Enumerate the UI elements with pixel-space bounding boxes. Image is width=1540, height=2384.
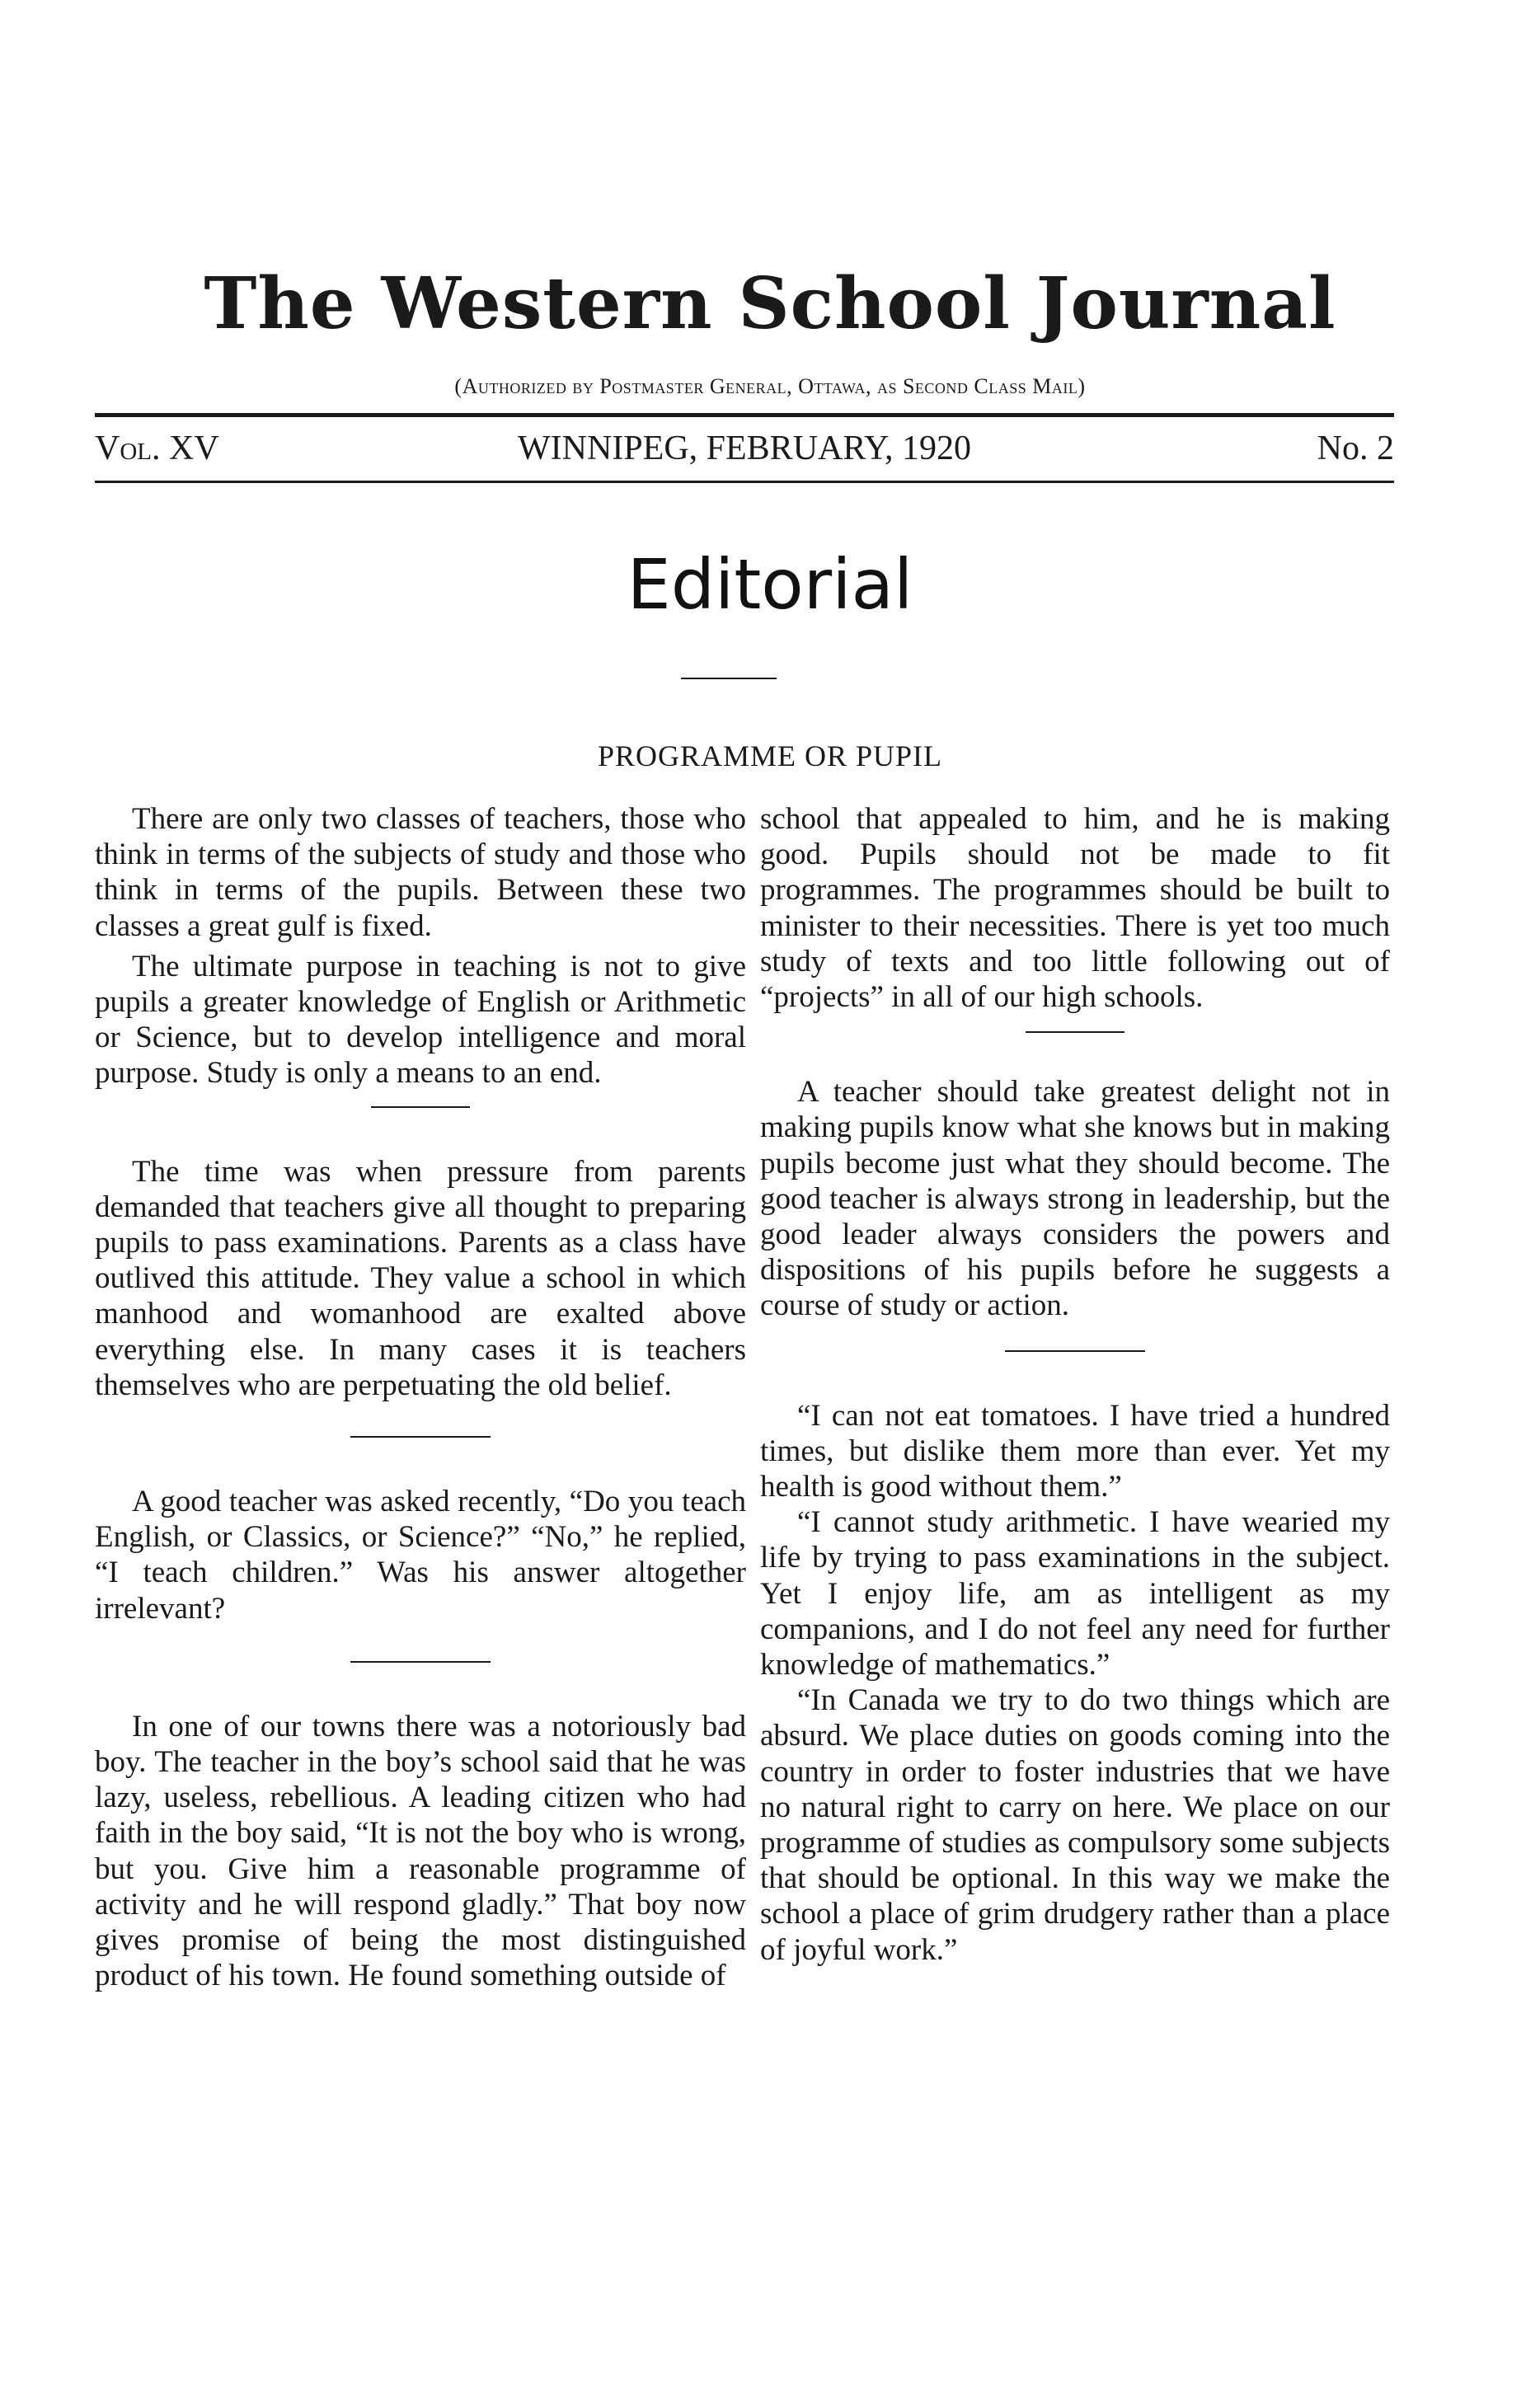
column-divider [1005,1350,1145,1352]
column-divider [350,1661,491,1663]
right-column [760,801,1390,1968]
right-paragraph-3: “I can not eat tomatoes. I have tried a hundred times, but dislike them more than ever. Yet my health is good without them.” [760,1398,1390,1504]
column-divider [1026,1031,1124,1033]
column-divider [371,1106,470,1108]
article-title: PROGRAMME OR PUPIL [597,739,943,772]
left-column [95,801,746,1993]
right-paragraph-2: A teacher should take greatest delight not in making pupils know what she knows but in making pupils become just what they should become. The good teacher is always strong in leadership, but the good leader always considers the powers and dispositions of his pupils before he suggests a course of study or action. [760,1075,1390,1323]
issue-volume: Vol. XV [95,429,219,467]
column-divider [350,1436,491,1438]
header-top-rule [95,413,1394,417]
right-paragraph-4: “I cannot study arithmetic. I have wearied my life by trying to pass examinations in the subject. Yet I enjoy life, am as intelligent as my companions, and I do not feel any need for further knowledge of mathematics.” [760,1505,1390,1682]
left-paragraph-2: The ultimate purpose in teaching is not to give pupils a greater knowledge of English or Arithmetic or Science, but to develop intelligence and moral purpose. Study is only a means to an end. [95,949,746,1091]
left-paragraph-5: In one of our towns there was a notoriously bad boy. The teacher in the boy’s school said that he was lazy, useless, rebellious. A leading citizen who had faith in the boy said, “It is not the boy who is wrong, but you. Give him a reasonable programme of activity and he will respond gladly.” That boy now gives promise of being the most distinguished product of his town. He found something outside of [95,1709,746,1993]
right-paragraph-1: school that appealed to him, and he is making good. Pupils should not be made to fit programmes. The programmes should be built to minister to their necessities. There is yet too much study of texts and too little following out of “projects” in all of our high schools. [760,802,1390,1015]
issue-place-date: WINNIPEG, FEBRUARY, 1920 [518,429,971,467]
issue-number: No. 2 [1317,429,1394,467]
section-title: Editorial [627,544,913,625]
right-paragraph-5: “In Canada we try to do two things which are absurd. We place duties on goods coming into the country in order to foster industries that we have no natural right to carry on here. We place on our programme of studies as compulsory some subjects that should be optional. In this way we make the school a place of grim drudgery rather than a place of joyful work.” [760,1683,1390,1967]
left-paragraph-3: The time was when pressure from parents demanded that teachers give all thought to preparing pupils to pass examinations. Parents as a class have outlived this attitude. They value a school in which manhood and womanhood are exalted above everything else. In many cases it is teachers themselves who are perpetuating the old belief. [95,1154,746,1402]
header-bottom-rule [95,481,1394,483]
left-paragraph-4: A good teacher was asked recently, “Do you teach English, or Classics, or Science?” “No,” he replied, “I teach children.” Was his answer altogether irrelevant? [95,1485,746,1626]
journal-masthead: The Western School Journal [204,262,1336,345]
mailing-authorization-line: (Authorized by Postmaster General, Ottawa, as Second Class Mail) [454,374,1086,398]
title-divider [681,678,777,679]
issue-line [95,429,1394,470]
left-paragraph-1: There are only two classes of teachers, those who think in terms of the subjects of study and those who think in terms of the pupils. Between these two classes a great gulf is fixed. [95,802,746,943]
